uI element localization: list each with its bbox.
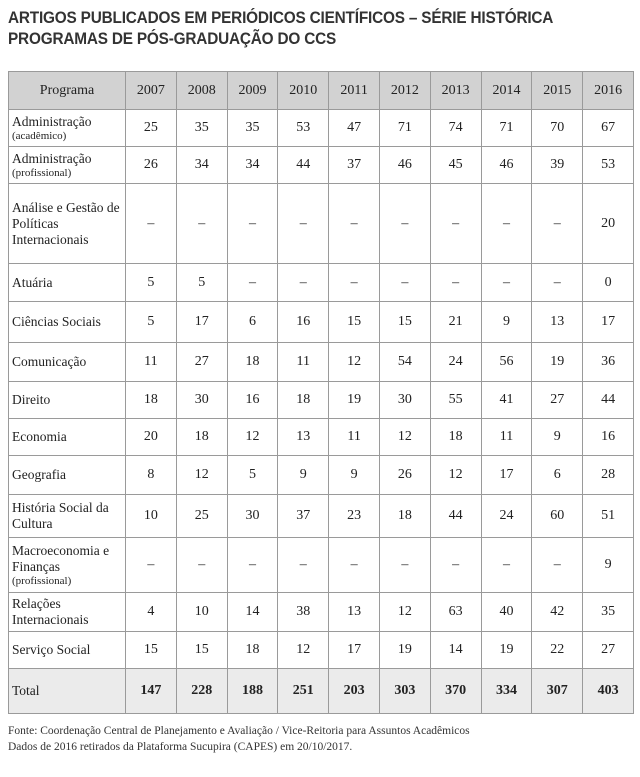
footer-line-1: Fonte: Coordenação Central de Planejamento e Avaliação / Vice-Reitoria para Assuntos Acadêmicos <box>8 725 470 737</box>
header-year: 2009 <box>227 72 278 110</box>
value-cell: 19 <box>329 382 380 419</box>
value-cell: 18 <box>227 632 278 669</box>
value-cell: 39 <box>532 147 583 184</box>
table-row <box>9 343 634 382</box>
value-cell: 10 <box>176 593 227 632</box>
value-cell: 70 <box>532 110 583 147</box>
value-cell: – <box>278 184 329 264</box>
value-cell: 14 <box>430 632 481 669</box>
header-program: Programa <box>9 72 126 110</box>
value-cell: 18 <box>176 419 227 456</box>
value-cell: 17 <box>176 302 227 343</box>
value-cell: 15 <box>379 302 430 343</box>
value-cell: 18 <box>126 382 177 419</box>
total-value-cell: 307 <box>532 669 583 714</box>
value-cell: – <box>481 264 532 302</box>
value-cell: 44 <box>278 147 329 184</box>
value-cell: 12 <box>278 632 329 669</box>
footer-line-2: Dados de 2016 retirados da Plataforma Sucupira (CAPES) em 20/10/2017. <box>8 741 353 753</box>
program-name: Macroeconomia e Finanças <box>12 542 110 574</box>
value-cell: 11 <box>126 343 177 382</box>
program-name: Economia <box>12 429 67 444</box>
value-cell: 9 <box>532 419 583 456</box>
value-cell: 23 <box>329 495 380 538</box>
total-row <box>9 669 634 714</box>
total-value-cell: 147 <box>126 669 177 714</box>
header-year: 2011 <box>329 72 380 110</box>
value-cell: 71 <box>379 110 430 147</box>
value-cell: 9 <box>481 302 532 343</box>
value-cell: 51 <box>583 495 634 538</box>
value-cell: 30 <box>176 382 227 419</box>
program-name-cell <box>9 264 126 302</box>
table-row <box>9 302 634 343</box>
value-cell: – <box>532 538 583 593</box>
program-name: Direito <box>12 392 51 407</box>
value-cell: 22 <box>532 632 583 669</box>
value-cell: 45 <box>430 147 481 184</box>
value-cell: 27 <box>176 343 227 382</box>
value-cell: 55 <box>430 382 481 419</box>
value-cell: 53 <box>583 147 634 184</box>
value-cell: 46 <box>481 147 532 184</box>
value-cell: 35 <box>583 593 634 632</box>
value-cell: 37 <box>329 147 380 184</box>
value-cell: 24 <box>430 343 481 382</box>
value-cell: 35 <box>176 110 227 147</box>
value-cell: 13 <box>278 419 329 456</box>
value-cell: – <box>430 184 481 264</box>
document-title <box>8 8 589 50</box>
value-cell: 44 <box>583 382 634 419</box>
header-row <box>9 72 634 110</box>
program-name-cell <box>9 184 126 264</box>
program-name-cell <box>9 419 126 456</box>
value-cell: – <box>532 264 583 302</box>
value-cell: 18 <box>278 382 329 419</box>
value-cell: 19 <box>379 632 430 669</box>
value-cell: 46 <box>379 147 430 184</box>
value-cell: 0 <box>583 264 634 302</box>
table-row <box>9 495 634 538</box>
program-name-cell <box>9 593 126 632</box>
value-cell: 54 <box>379 343 430 382</box>
value-cell: – <box>227 264 278 302</box>
value-cell: 63 <box>430 593 481 632</box>
value-cell: 13 <box>329 593 380 632</box>
table-row <box>9 456 634 495</box>
value-cell: 9 <box>329 456 380 495</box>
value-cell: 12 <box>329 343 380 382</box>
value-cell: 26 <box>126 147 177 184</box>
source-footer <box>8 723 633 755</box>
value-cell: 11 <box>329 419 380 456</box>
value-cell: 13 <box>532 302 583 343</box>
program-name: Atuária <box>12 274 53 290</box>
program-name-cell <box>9 632 126 669</box>
table-row <box>9 382 634 419</box>
program-name-cell <box>9 302 126 343</box>
value-cell: 74 <box>430 110 481 147</box>
program-name: Geografia <box>12 467 66 482</box>
value-cell: – <box>430 264 481 302</box>
value-cell: 27 <box>532 382 583 419</box>
program-name: Serviço Social <box>12 642 91 657</box>
total-label: Total <box>9 669 126 714</box>
value-cell: 12 <box>227 419 278 456</box>
program-name: Ciências Sociais <box>12 314 101 329</box>
value-cell: 20 <box>126 419 177 456</box>
table-row <box>9 632 634 669</box>
value-cell: 24 <box>481 495 532 538</box>
value-cell: – <box>379 184 430 264</box>
value-cell: – <box>176 184 227 264</box>
value-cell: – <box>278 538 329 593</box>
table-row <box>9 184 634 264</box>
table-row <box>9 147 634 184</box>
value-cell: 34 <box>227 147 278 184</box>
value-cell: 26 <box>379 456 430 495</box>
program-name-cell <box>9 343 126 382</box>
total-value-cell: 228 <box>176 669 227 714</box>
value-cell: – <box>329 184 380 264</box>
value-cell: 12 <box>176 456 227 495</box>
total-value-cell: 251 <box>278 669 329 714</box>
value-cell: 6 <box>532 456 583 495</box>
value-cell: 40 <box>481 593 532 632</box>
value-cell: – <box>126 538 177 593</box>
table-row <box>9 110 634 147</box>
value-cell: – <box>379 538 430 593</box>
value-cell: 12 <box>379 593 430 632</box>
value-cell: 19 <box>532 343 583 382</box>
value-cell: 9 <box>278 456 329 495</box>
value-cell: 21 <box>430 302 481 343</box>
value-cell: 42 <box>532 593 583 632</box>
value-cell: 19 <box>481 632 532 669</box>
value-cell: 20 <box>583 184 634 264</box>
value-cell: 56 <box>481 343 532 382</box>
program-name: Administração <box>12 150 92 166</box>
table-body <box>9 110 634 714</box>
value-cell: – <box>278 264 329 302</box>
value-cell: – <box>329 538 380 593</box>
value-cell: 18 <box>379 495 430 538</box>
value-cell: 15 <box>176 632 227 669</box>
program-name: Análise e Gestão de Políticas Internacionais <box>12 199 120 247</box>
total-value-cell: 334 <box>481 669 532 714</box>
value-cell: 17 <box>329 632 380 669</box>
value-cell: 47 <box>329 110 380 147</box>
value-cell: 11 <box>278 343 329 382</box>
value-cell: – <box>227 538 278 593</box>
value-cell: 4 <box>126 593 177 632</box>
value-cell: 10 <box>126 495 177 538</box>
title-line-2: PROGRAMAS DE PÓS-GRADUAÇÃO DO CCS <box>8 30 337 48</box>
articles-table <box>8 71 634 714</box>
value-cell: – <box>126 184 177 264</box>
value-cell: 12 <box>430 456 481 495</box>
value-cell: 27 <box>583 632 634 669</box>
value-cell: 9 <box>583 538 634 593</box>
header-year: 2007 <box>126 72 177 110</box>
table-row <box>9 264 634 302</box>
value-cell: 60 <box>532 495 583 538</box>
header-year: 2015 <box>532 72 583 110</box>
total-value-cell: 370 <box>430 669 481 714</box>
value-cell: 30 <box>379 382 430 419</box>
total-value-cell: 203 <box>329 669 380 714</box>
value-cell: 71 <box>481 110 532 147</box>
value-cell: 6 <box>227 302 278 343</box>
header-year: 2008 <box>176 72 227 110</box>
total-value-cell: 303 <box>379 669 430 714</box>
value-cell: 8 <box>126 456 177 495</box>
value-cell: 37 <box>278 495 329 538</box>
value-cell: 5 <box>227 456 278 495</box>
value-cell: 15 <box>329 302 380 343</box>
program-name-cell <box>9 495 126 538</box>
value-cell: 5 <box>176 264 227 302</box>
value-cell: 53 <box>278 110 329 147</box>
program-name-cell <box>9 147 126 184</box>
value-cell: 67 <box>583 110 634 147</box>
value-cell: 34 <box>176 147 227 184</box>
title-line-1: ARTIGOS PUBLICADOS EM PERIÓDICOS CIENTÍFICOS – SÉRIE HISTÓRICA <box>8 9 554 27</box>
header-year: 2012 <box>379 72 430 110</box>
value-cell: – <box>481 184 532 264</box>
articles-table-wrapper <box>8 71 633 714</box>
program-name-cell <box>9 456 126 495</box>
header-year: 2010 <box>278 72 329 110</box>
program-subtitle: (profissional) <box>12 166 72 179</box>
value-cell: 14 <box>227 593 278 632</box>
value-cell: 30 <box>227 495 278 538</box>
header-year: 2016 <box>583 72 634 110</box>
value-cell: 18 <box>227 343 278 382</box>
program-name-cell <box>9 110 126 147</box>
value-cell: 41 <box>481 382 532 419</box>
total-value-cell: 403 <box>583 669 634 714</box>
value-cell: – <box>481 538 532 593</box>
value-cell: – <box>176 538 227 593</box>
value-cell: 15 <box>126 632 177 669</box>
value-cell: – <box>532 184 583 264</box>
value-cell: – <box>379 264 430 302</box>
table-row <box>9 538 634 593</box>
value-cell: 35 <box>227 110 278 147</box>
header-year: 2013 <box>430 72 481 110</box>
value-cell: 38 <box>278 593 329 632</box>
value-cell: 18 <box>430 419 481 456</box>
value-cell: 11 <box>481 419 532 456</box>
value-cell: 16 <box>278 302 329 343</box>
table-row <box>9 593 634 632</box>
value-cell: 44 <box>430 495 481 538</box>
table-row <box>9 419 634 456</box>
program-subtitle: (acadêmico) <box>12 129 67 142</box>
program-name-cell <box>9 538 126 593</box>
value-cell: 17 <box>481 456 532 495</box>
value-cell: 16 <box>583 419 634 456</box>
program-name: Relações Internacionais <box>12 596 89 627</box>
program-name: Administração <box>12 113 92 129</box>
program-subtitle: (profissional) <box>12 574 72 587</box>
value-cell: 5 <box>126 302 177 343</box>
total-value-cell: 188 <box>227 669 278 714</box>
value-cell: 25 <box>176 495 227 538</box>
value-cell: 16 <box>227 382 278 419</box>
value-cell: 12 <box>379 419 430 456</box>
program-name: História Social da Cultura <box>12 500 109 531</box>
value-cell: 5 <box>126 264 177 302</box>
value-cell: – <box>430 538 481 593</box>
value-cell: 25 <box>126 110 177 147</box>
program-name: Comunicação <box>12 354 87 369</box>
value-cell: 17 <box>583 302 634 343</box>
value-cell: – <box>329 264 380 302</box>
header-year: 2014 <box>481 72 532 110</box>
value-cell: 36 <box>583 343 634 382</box>
value-cell: – <box>227 184 278 264</box>
program-name-cell <box>9 382 126 419</box>
value-cell: 28 <box>583 456 634 495</box>
